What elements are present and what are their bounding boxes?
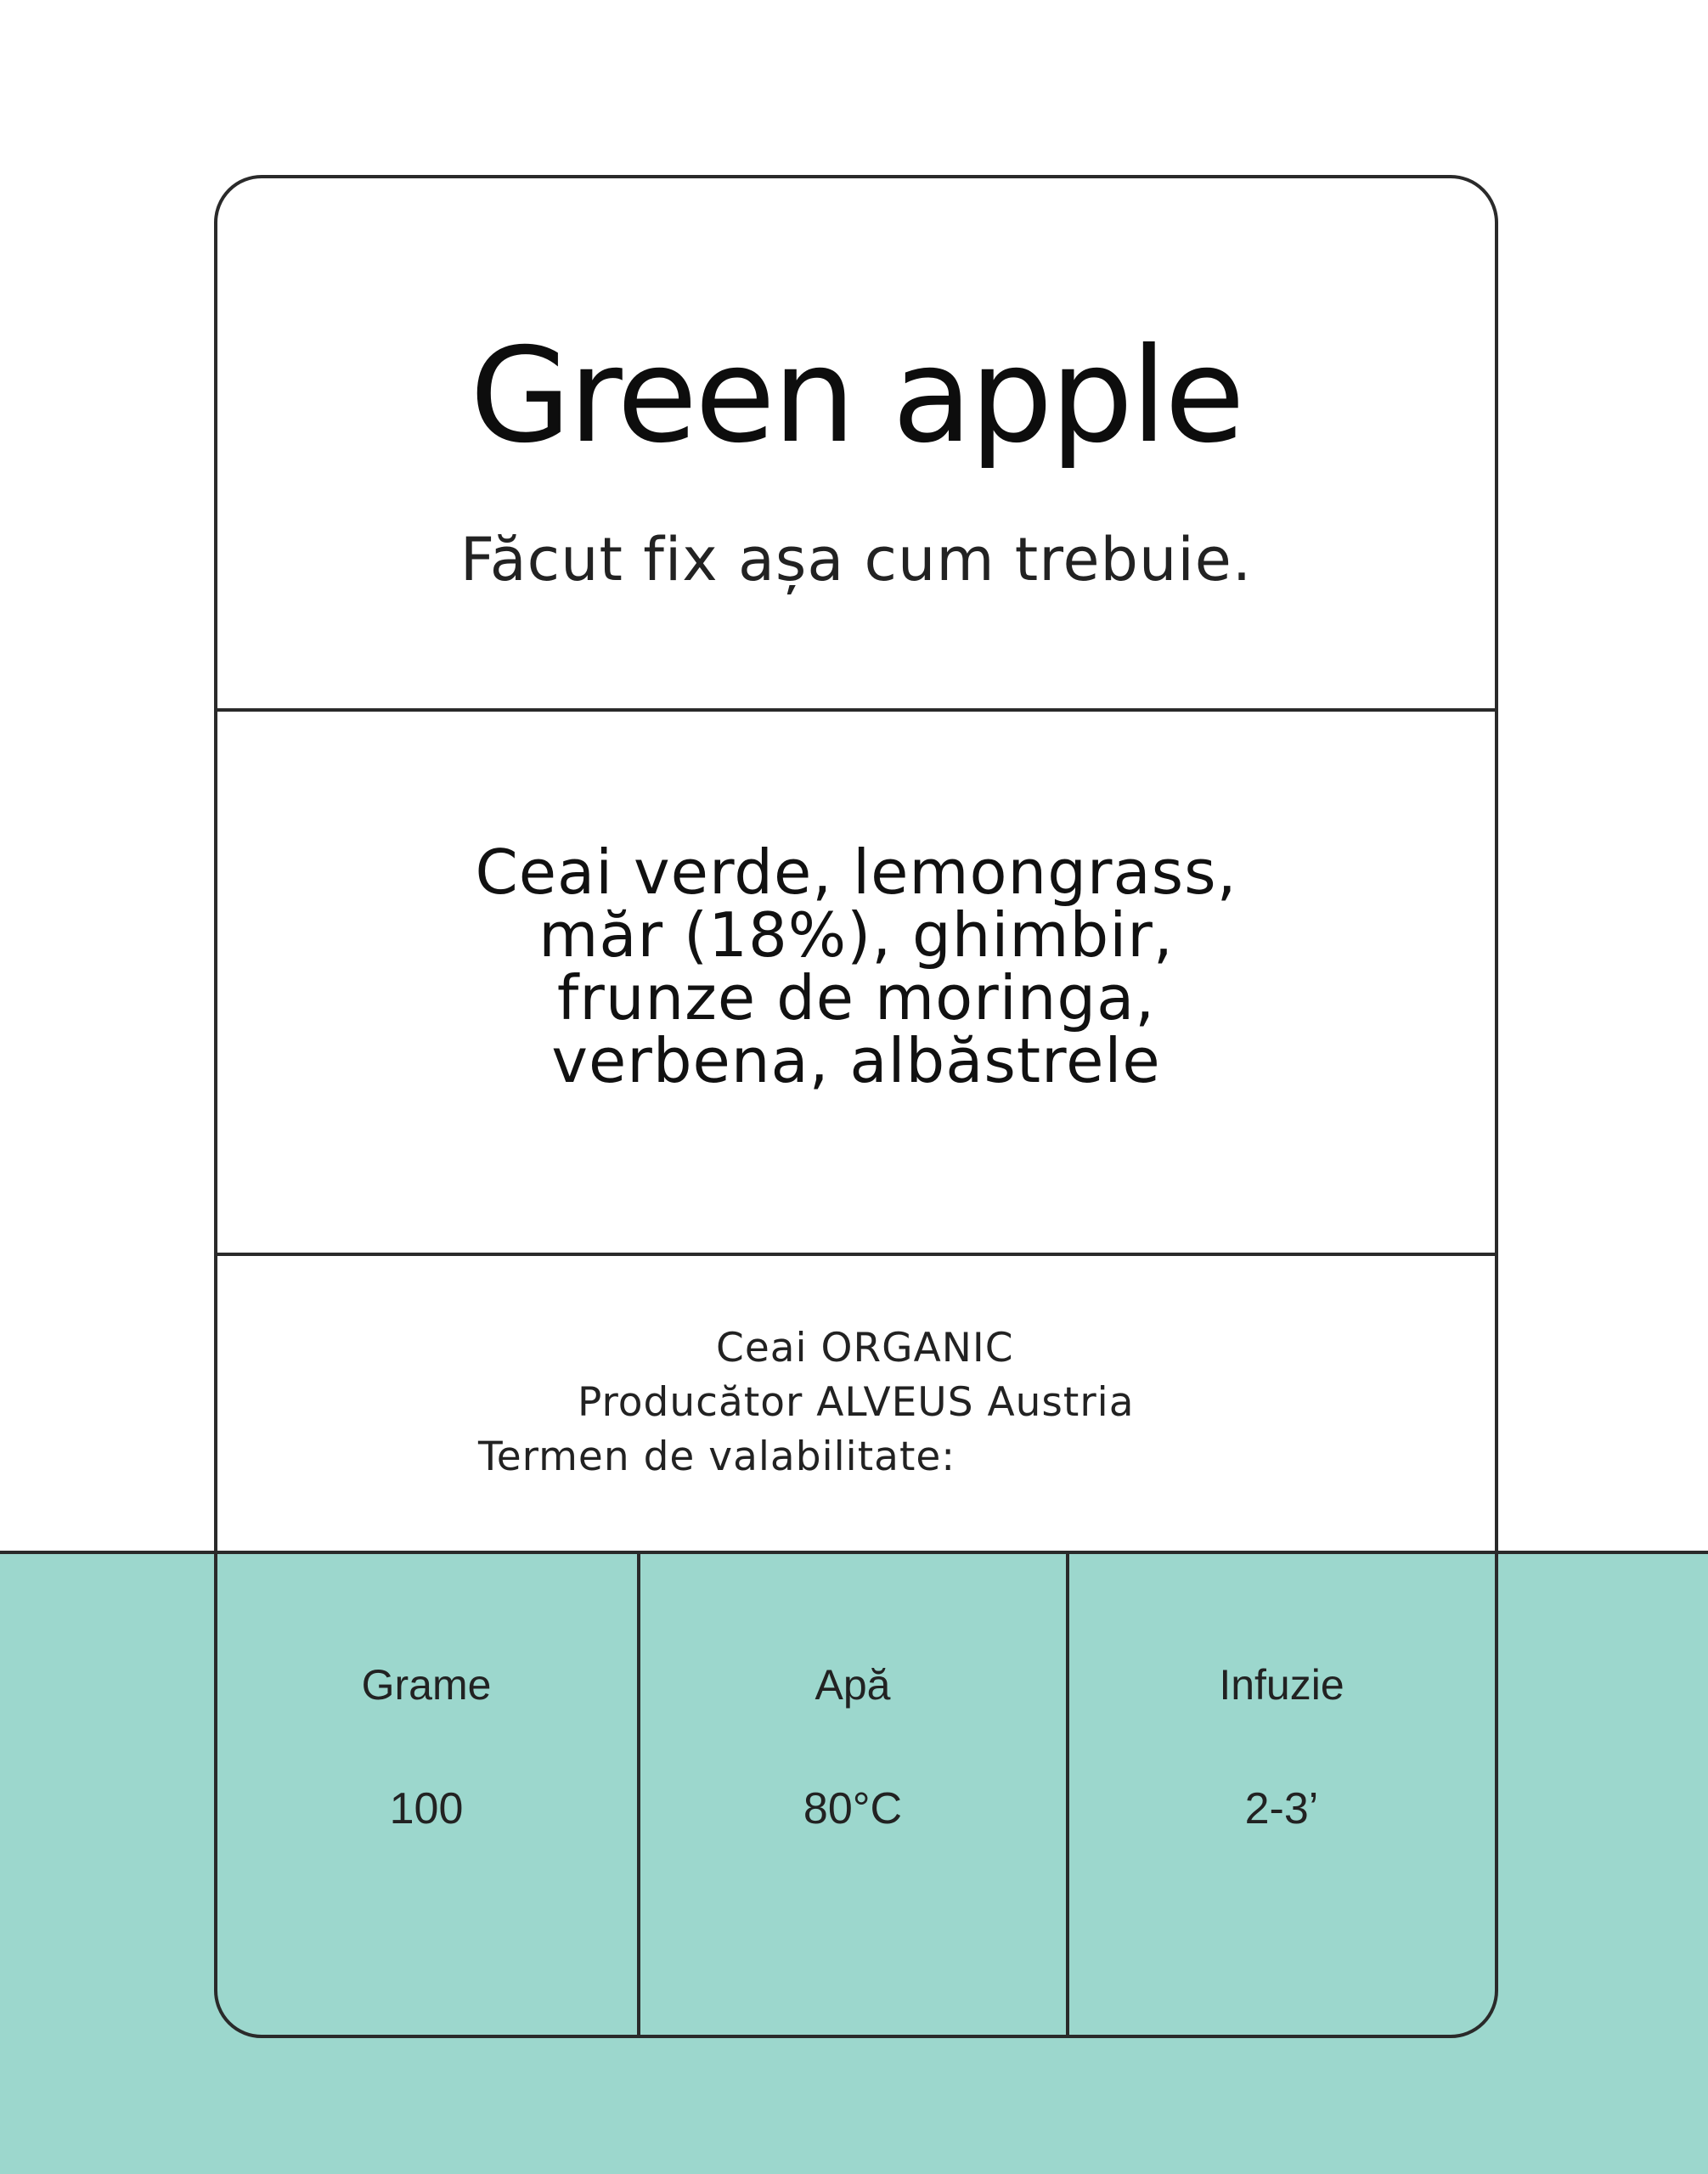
ingredients-list — [214, 836, 1498, 1096]
spec-infusion — [1069, 1651, 1494, 1843]
ingredients-line: măr (18%), ghimbir, — [538, 899, 1174, 971]
spec-infusion-value: 2-3’ — [1244, 1784, 1319, 1833]
spec-water-value: 80°C — [803, 1784, 903, 1833]
spec-infusion-label: Infuzie — [1219, 1661, 1344, 1709]
spec-grams — [214, 1651, 639, 1843]
spec-grams-label: Grame — [361, 1661, 492, 1709]
organic-label: Ceai ORGANIC — [716, 1325, 1014, 1371]
ingredients-line: frunze de moringa, — [556, 962, 1156, 1033]
ingredients-line: Ceai verde, lemongrass, — [475, 836, 1237, 908]
product-tagline: Făcut fix așa cum trebuie. — [459, 525, 1253, 594]
spec-water — [640, 1651, 1065, 1843]
spec-grams-value: 100 — [389, 1784, 464, 1833]
card-divider-top — [214, 708, 1498, 712]
spec-water-label: Apă — [815, 1661, 891, 1709]
expiry-label: Termen de valabilitate: — [478, 1433, 956, 1480]
product-title: Green apple — [470, 320, 1243, 472]
ingredients-line: verbena, albăstrele — [551, 1025, 1161, 1096]
card-divider-middle — [214, 1253, 1498, 1256]
producer-label: Producător ALVEUS Austria — [578, 1379, 1135, 1426]
